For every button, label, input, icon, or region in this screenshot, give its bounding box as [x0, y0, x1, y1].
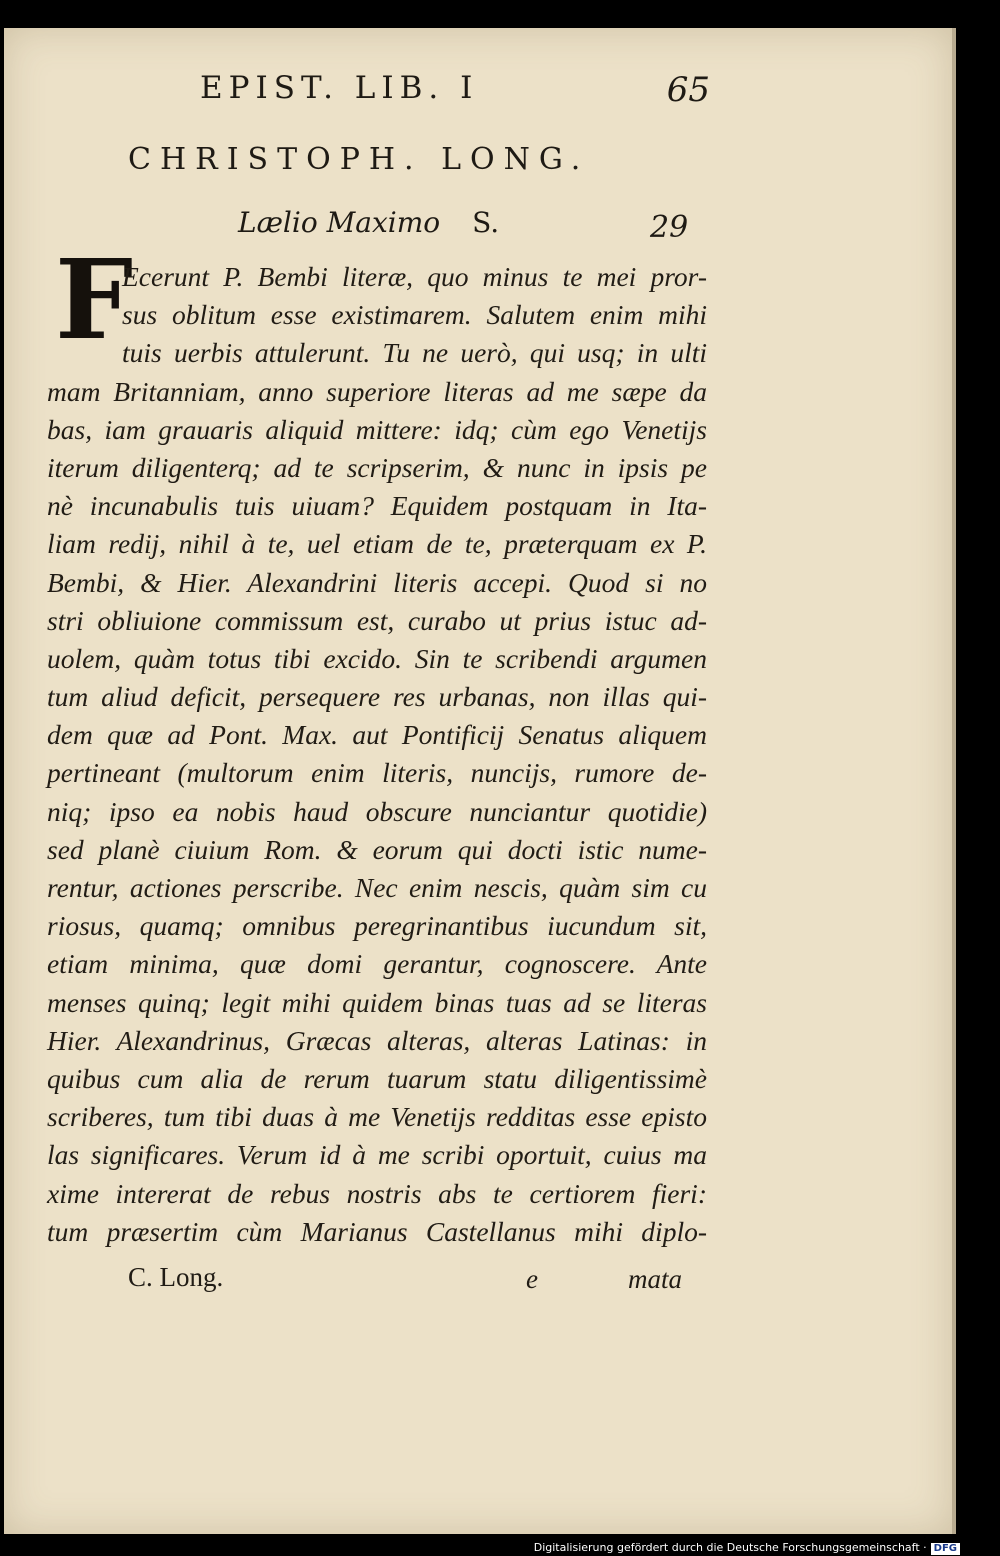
text-line: Hier. Alexandrinus, Græcas alteras, alteras Latinas: in [47, 1024, 707, 1056]
text-line: quibus cum alia de rerum tuarum statu diligentissimè [47, 1062, 707, 1094]
text-line: liam redij, nihil à te, uel etiam de te, præterquam ex P. [47, 528, 707, 560]
text-line: Ecerunt P. Bembi literæ, quo minus te mei pror- [122, 261, 707, 292]
text-line: xime intererat de rebus nostris abs te certiorem fieri: [47, 1177, 707, 1209]
digitization-credit-text: Digitalisierung gefördert durch die Deutsche Forschungsgemeinschaft · [533, 1541, 927, 1554]
running-head-title: EPIST. LIB. I [200, 70, 479, 106]
text-line: niq; ipso ea nobis haud obscure nunciantur quotidie) [47, 795, 707, 827]
signature-line: C. Long. [128, 1262, 224, 1292]
page-edge [952, 28, 956, 1534]
dfg-logo: DFG [931, 1543, 960, 1555]
text-line: menses quinq; legit mihi quidem binas tuas ad se literas [47, 986, 707, 1018]
letter-author-heading: CHRISTOPH. LONG. [128, 142, 590, 177]
text-line: scriberes, tum tibi duas à me Venetijs redditas esse episto [47, 1101, 707, 1133]
text-line: las significares. Verum id à me scribi oportuit, cuius ma [47, 1139, 707, 1171]
text-line: tuis uerbis attulerunt. Tu ne uerò, qui usq; in ulti [122, 337, 707, 369]
drop-cap-initial: F [55, 235, 134, 364]
text-line: uolem, quàm totus tibi excido. Sin te scribendi argumen [47, 642, 707, 674]
text-line: sus oblitum esse existimarem. Salutem enim mihi [122, 299, 707, 331]
text-line: bas, iam grauaris aliquid mittere: idq; cùm ego Venetijs [47, 413, 707, 445]
text-line: stri obliuione commissum est, curabo ut prius istuc ad- [47, 604, 707, 636]
catchword: mata [628, 1264, 682, 1294]
letter-addressee [238, 206, 499, 239]
text-line: tum præsertim cùm Marianus Castellanus mihi diplo- [47, 1215, 707, 1247]
text-line: nè incunabulis tuis uiuam? Equidem postquam in Ita- [47, 490, 707, 522]
text-line: dem quæ ad Pont. Max. aut Pontificij Senatus aliquem [47, 719, 707, 751]
salutation: S. [472, 206, 500, 239]
digitization-credit [534, 1541, 960, 1555]
quire-signature-mark: e [526, 1264, 538, 1294]
text-line: mam Britanniam, anno superiore literas ad me sæpe da [47, 375, 707, 407]
text-line: riosus, quamq; omnibus peregrinantibus iucundum sit, [47, 910, 707, 942]
letter-body [47, 258, 707, 1251]
text-line: pertineant (multorum enim literis, nuncijs, rumore de- [47, 757, 707, 789]
letter-number: 29 [650, 210, 689, 245]
folio-number: 65 [666, 70, 710, 110]
text-line: etiam minima, quæ domi gerantur, cognoscere. Ante [47, 948, 707, 980]
text-line: tum aliud deficit, persequere res urbanas, non illas qui- [47, 681, 707, 713]
text-line: sed planè ciuium Rom. & eorum qui docti istic nume- [47, 833, 707, 865]
addressee-name: Lælio Maximo [238, 206, 441, 239]
text-line: iterum diligenterq; ad te scripserim, & nunc in ipsis pe [47, 451, 707, 483]
text-line: Bembi, & Hier. Alexandrini literis accepi. Quod si no [47, 566, 707, 598]
text-line: rentur, actiones perscribe. Nec enim nescis, quàm sim cu [47, 872, 707, 903]
